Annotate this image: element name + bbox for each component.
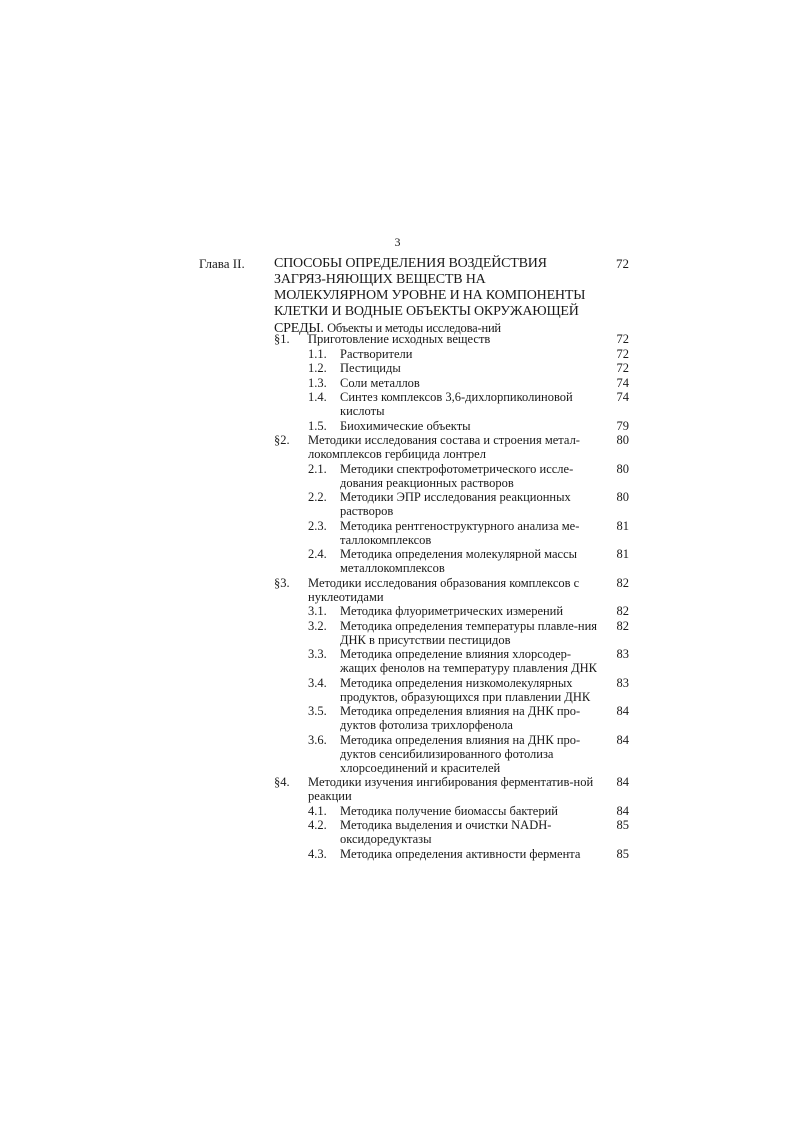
toc-entry-number: 2.4. — [308, 547, 327, 561]
toc-entry-page: 82 — [616, 618, 629, 633]
toc-subsection — [199, 361, 629, 376]
toc-subsection — [199, 519, 629, 548]
toc-entry-page: 79 — [616, 418, 629, 433]
toc-subsection — [199, 419, 629, 434]
toc-chapter — [199, 256, 629, 336]
toc-entry-page: 72 — [616, 361, 629, 375]
toc-entry-title: Методика рентгеноструктурного анализа ме-таллокомплексов — [340, 518, 580, 547]
toc-entry-number: 3.5. — [308, 704, 327, 718]
toc-entry-number: 3.1. — [308, 604, 327, 618]
toc-entry-title: Методика определения температуры плавле-ния ДНК в присутствии пестицидов — [340, 618, 598, 647]
toc-section — [199, 576, 629, 605]
toc-entry-title: Растворители — [340, 346, 413, 361]
toc-entry-number: §1. — [274, 332, 290, 346]
toc-entry-page: 84 — [616, 803, 629, 818]
toc-subsection — [199, 462, 629, 491]
toc-entry-number: 3.6. — [308, 732, 327, 747]
toc-entry-title: Методики исследования состава и строения метал-локомплексов гербицида лонтрел — [308, 433, 580, 461]
toc-entry-title: Методика флуориметрических измерений — [340, 604, 564, 618]
toc-entry-title: Методика определения влияния на ДНК про-дуктов сенсибилизированного фотолиза хлорсоединений и красителей — [340, 732, 581, 775]
toc-entry-page: 84 — [616, 704, 629, 718]
toc-entry-page: 85 — [616, 846, 629, 861]
toc-entry-page: 74 — [616, 375, 629, 390]
toc-entry-page: 72 — [616, 346, 629, 361]
toc-entry-number: 1.3. — [308, 375, 327, 390]
toc-entry-number: 1.5. — [308, 418, 327, 433]
toc-entry-title: Приготовление исходных веществ — [308, 332, 491, 346]
toc-subsection — [199, 818, 629, 847]
toc-entry-number: 4.1. — [308, 803, 327, 818]
toc-entry-number: 3.4. — [308, 675, 327, 690]
toc-entry-page: 82 — [616, 604, 629, 618]
toc-entry-number: 1.1. — [308, 346, 327, 361]
toc-subsection — [199, 390, 629, 419]
toc-subsection — [199, 376, 629, 391]
toc-entry-number: 4.2. — [308, 818, 327, 832]
toc-entry-title: Методики изучения ингибирования ферментатив-ной реакции — [308, 775, 594, 803]
toc-entry-page: 81 — [616, 547, 629, 561]
chapter-title-caps: СПОСОБЫ ОПРЕДЕЛЕНИЯ ВОЗДЕЙСТВИЯ ЗАГРЯЗ-НЯЮЩИХ ВЕЩЕСТВ НА МОЛЕКУЛЯРНОМ УРОВНЕ И НА КОМПОНЕНТЫ КЛЕТКИ И ВОДНЫЕ ОБЪЕКТЫ ОКРУЖАЮЩЕЙ СРЕДЫ. — [274, 256, 586, 336]
toc-entry-page: 81 — [616, 518, 629, 533]
toc-entry-page: 84 — [616, 732, 629, 747]
toc-entry-number: 3.2. — [308, 618, 327, 633]
toc-entry-page: 83 — [616, 647, 629, 661]
toc-entry-number: 3.3. — [308, 647, 327, 661]
toc-entry-page: 80 — [616, 490, 629, 504]
toc-entry-number: §3. — [274, 575, 290, 590]
toc-subsection — [199, 490, 629, 519]
toc-entry-number: 4.3. — [308, 846, 327, 861]
toc-subsection — [199, 619, 629, 648]
toc-entry-number: 2.2. — [308, 490, 327, 504]
toc-entry-page: 84 — [616, 775, 629, 789]
toc-entry-page: 82 — [616, 575, 629, 590]
toc-subsection — [199, 676, 629, 705]
toc-subsection — [199, 647, 629, 676]
toc-section — [199, 433, 629, 462]
toc-section — [199, 332, 629, 347]
chapter-title-rest: Объекты и методы исследова-ний — [327, 321, 501, 335]
toc-entries — [199, 332, 629, 861]
toc-entry-title: Методика определения молекулярной массы металлокомплексов — [340, 547, 578, 575]
toc-entry-title: Методика определение влияния хлорсодер-жащих фенолов на температуру плавления ДНК — [340, 647, 597, 675]
toc-entry-page: 80 — [616, 433, 629, 447]
toc-entry-title: Методика определения низкомолекулярных продуктов, образующихся при плавлении ДНК — [340, 675, 591, 704]
toc-subsection — [199, 347, 629, 362]
toc-entry-page: 74 — [616, 390, 629, 404]
toc-entry-page: 83 — [616, 675, 629, 690]
toc-entry-number: §2. — [274, 433, 290, 447]
table-of-contents — [199, 256, 629, 861]
toc-subsection — [199, 733, 629, 776]
toc-entry-number: 2.1. — [308, 461, 327, 476]
toc-entry-number: 2.3. — [308, 518, 327, 533]
toc-entry-page: 85 — [616, 818, 629, 832]
toc-entry-number: 1.4. — [308, 390, 327, 404]
toc-subsection — [199, 604, 629, 619]
page-number: 3 — [394, 235, 401, 249]
toc-entry-page: 72 — [616, 332, 629, 346]
toc-entry-title: Синтез комплексов 3,6-дихлорпиколиновой кислоты — [340, 390, 573, 418]
toc-entry-title: Методика определения активности фермента — [340, 846, 581, 861]
toc-entry-title: Биохимические объекты — [340, 418, 471, 433]
toc-entry-page: 80 — [616, 461, 629, 476]
chapter-page: 72 — [616, 256, 629, 271]
chapter-title — [274, 256, 601, 337]
toc-subsection — [199, 704, 629, 733]
toc-entry-title: Соли металлов — [340, 375, 420, 390]
toc-entry-title: Методика определения влияния на ДНК про-дуктов фотолиза трихлорфенола — [340, 704, 581, 732]
toc-entry-title: Методика получение биомассы бактерий — [340, 803, 558, 818]
toc-subsection — [199, 847, 629, 862]
toc-subsection — [199, 804, 629, 819]
toc-section — [199, 775, 629, 804]
toc-subsection — [199, 547, 629, 576]
toc-entry-title: Методики ЭПР исследования реакционных растворов — [340, 490, 571, 518]
toc-entry-number: §4. — [274, 775, 290, 789]
toc-entry-title: Методики исследования образования комплексов с нуклеотидами — [308, 575, 580, 604]
toc-entry-title: Методики спектрофотометрического иссле-дования реакционных растворов — [340, 461, 574, 490]
chapter-label: Глава II. — [199, 256, 245, 271]
toc-entry-title: Методика выделения и очистки NADH-оксидоредуктазы — [340, 818, 552, 846]
toc-entry-number: 1.2. — [308, 361, 327, 375]
toc-entry-title: Пестициды — [340, 361, 401, 375]
